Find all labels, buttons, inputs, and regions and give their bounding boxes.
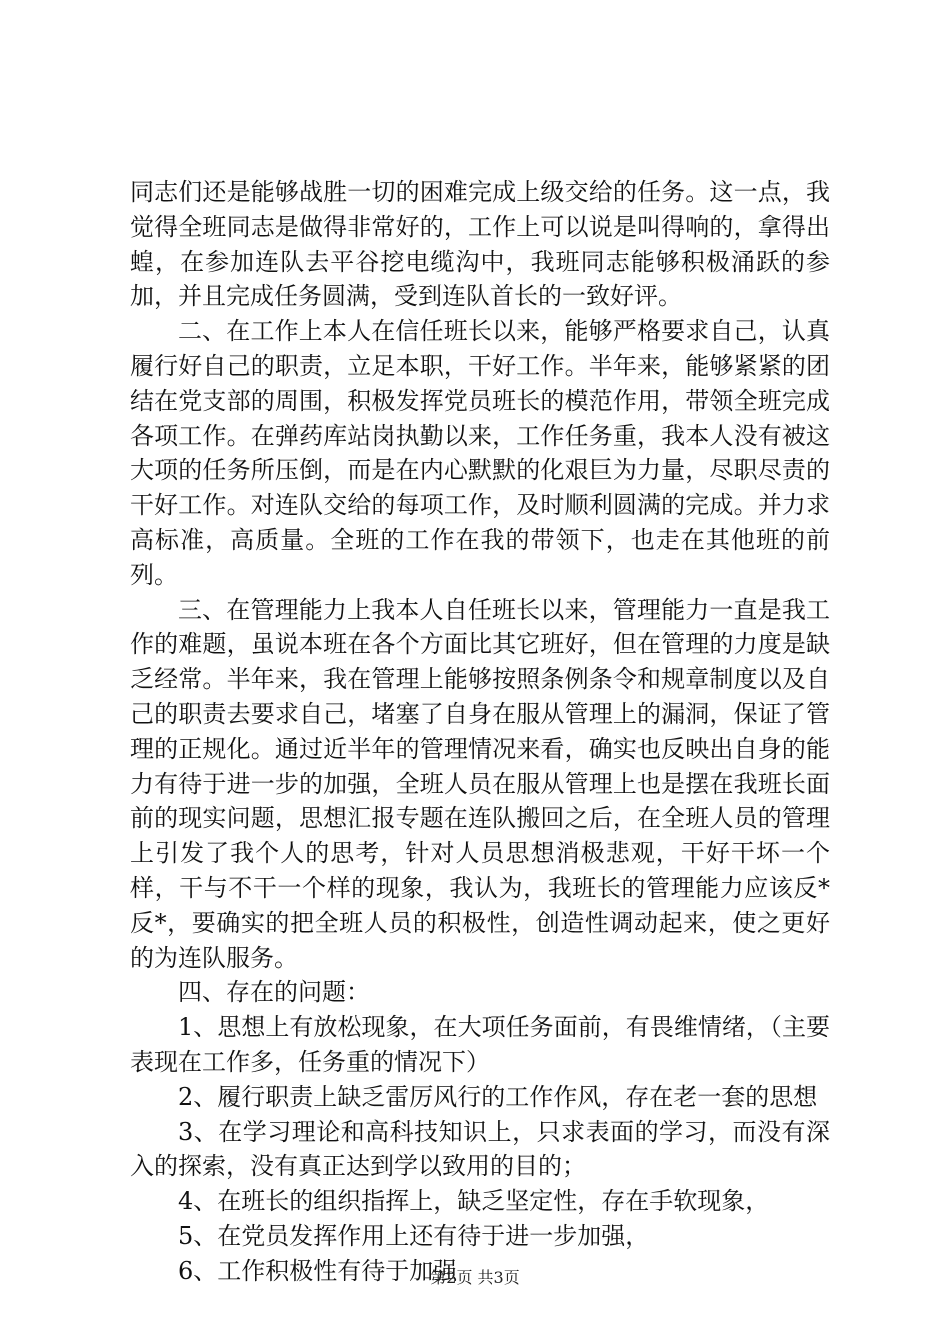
paragraph-work: 二、在工作上本人在信任班长以来，能够严格要求自己，认真履行好自己的职责，立足本职，干好工作。半年来，能够紧紧的团结在党支部的周围，积极发挥党员班长的模范作用，带领全班完成各项工作。在弹药库站岗执勤以来，工作任务重，我本人没有被这大项的任务所压倒，而是在内心默默的化艰巨为力量，尽职尽责的干好工作。对连队交给的每项工作，及时顺利圆满的完成。并力求高标准，高质量。全班的工作在我的带领下，也走在其他班的前列。 [130, 317, 830, 589]
paragraph-management: 三、在管理能力上我本人自任班长以来，管理能力一直是我工作的难题，虽说本班在各个方面比其它班好，但在管理的力度是缺乏经常。半年来，我在管理上能够按照条例条令和规章制度以及自己的职责去要求自己，堵塞了自身在服从管理上的漏洞，保证了管理的正规化。通过近半年的管理情况来看，确实也反映出自身的能力有待于进一步的加强，全班人员在服从管理上也是摆在我班长面前的现实问题，思想汇报专题在连队搬回之后，在全班人员的管理上引发了我个人的思考，针对人员思想消极悲观，干好干坏一个样，干与不干一个样的现象，我认为，我班长的管理能力应该反*反*，要确实的把全班人员的积极性，创造性调动起来，使之更好的为连队服务。 [130, 595, 830, 972]
list-item-problem-3: 3、在学习理论和高科技知识上，只求表面的学习，而没有深入的探索，没有真正达到学以致用的目的； [130, 1117, 830, 1181]
paragraph-continuation: 同志们还是能够战胜一切的困难完成上级交给的任务。这一点，我觉得全班同志是做得非常好的，工作上可以说是叫得响的，拿得出蝗，在参加连队去平谷挖电缆沟中，我班同志能够积极涌跃的参加，并且完成任务圆满，受到连队首长的一致好评。 [130, 178, 830, 311]
list-item-problem-1: 1、思想上有放松现象，在大项任务面前，有畏维情绪，（主要表现在工作多，任务重的情况下） [130, 1013, 830, 1076]
list-item-problem-4: 4、在班长的组织指挥上，缺乏坚定性，存在手软现象， [178, 1187, 770, 1216]
paragraph-problems-heading: 四、存在的问题： [178, 978, 370, 1007]
page-number-footer: 第2页 共3页 [430, 1268, 520, 1287]
list-item-problem-5: 5、在党员发挥作用上还有待于进一步加强， [178, 1221, 650, 1250]
list-item-problem-2: 2、履行职责上缺乏雷厉风行的工作作风，存在老一套的思想 [178, 1082, 818, 1111]
list-item-problem-6: 6、工作积极性有待于加强 [178, 1256, 458, 1285]
document-body [130, 175, 830, 1289]
